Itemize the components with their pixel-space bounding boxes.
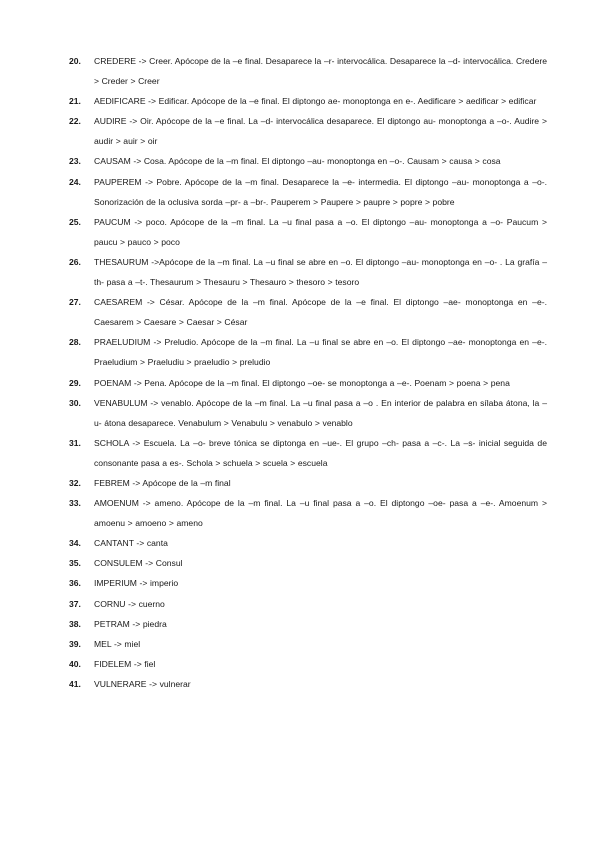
list-item [69,573,547,593]
item-number: 30. [69,397,81,408]
list-item [69,393,547,433]
item-number: 31. [69,437,81,448]
item-text: PAUCUM -> poco. Apócope de la –m final. La –u final pasa a –o. El diptongo –au- monoptonga a –o- Paucum > paucu > pauco > poco [94,216,547,247]
etymology-list [69,51,547,694]
list-item [69,533,547,553]
item-text: PAUPEREM -> Pobre. Apócope de la –m final. Desaparece la –e- intermedia. El diptongo –au- monoptonga a –o-. Sonorización de la oclusiva sorda –pr- a –br-. Pauperem > Paupere > paupre > popre > pobre [94,176,547,207]
item-number: 33. [69,498,81,509]
item-number: 24. [69,176,81,187]
list-item [69,332,547,372]
item-text: FIDELEM -> fiel [94,658,156,669]
list-item [69,654,547,674]
item-text: THESAURUM ->Apócope de la –m final. La –u final se abre en –o. El diptongo –au- monoptonga en –o- . La grafía –th- pasa a –t-. Thesaurum > Thesauru > Thesauro > thesoro > tesoro [94,256,547,288]
item-number: 25. [69,216,81,227]
list-item [69,51,547,91]
list-item [69,553,547,573]
item-number: 37. [69,598,81,609]
item-number: 23. [69,156,81,167]
item-number: 29. [69,377,81,388]
item-text: SCHOLA -> Escuela. La –o- breve tónica se diptonga en –ue-. El grupo –ch- pasa a –c-. La –s- inicial seguida de consonante pasa a es-. Schola > schuela > scuela > escuela [94,437,547,468]
item-text: CAESAREM -> César. Apócope de la –m final. Apócope de la –e final. El diptongo –ae- monoptonga en –e-. Caesarem > Caesare > Caesar > César [94,297,547,328]
list-item [69,172,547,212]
item-text: IMPERIUM -> imperio [94,578,179,589]
list-item [69,151,547,171]
item-number: 22. [69,116,81,127]
list-item [69,252,547,292]
list-item [69,493,547,533]
item-text: AMOENUM -> ameno. Apócope de la –m final. La –u final pasa a –o. El diptongo –oe- pasa a –e-. Amoenum > amoenu > amoeno > ameno [94,498,547,529]
item-text: AUDIRE -> Oir. Apócope de la –e final. La –d- intervocálica desaparece. El diptongo au- monoptonga a –o-. Audire > audir > auir > oir [94,116,547,147]
list-item [69,292,547,332]
item-text: MEL -> miel [94,638,141,649]
item-number: 38. [69,618,81,629]
list-item [69,373,547,393]
item-text: POENAM -> Pena. Apócope de la –m final. El diptongo –oe- se monoptonga a –e-. Poenam > poena > pena [94,377,510,388]
list-item [69,91,547,111]
item-number: 27. [69,297,81,308]
item-text: PETRAM -> piedra [94,618,167,629]
list-item [69,212,547,252]
list-item [69,594,547,614]
item-text: CANTANT -> canta [94,538,168,549]
list-item [69,111,547,151]
item-text: CORNU -> cuerno [94,598,165,609]
list-item [69,634,547,654]
item-text: VENABULUM -> venablo. Apócope de la –m final. La –u final pasa a –o . En interior de palabra en sílaba átona, la –u- átona desaparece. Venabulum > Venabulu > venabulo > venablo [94,397,547,428]
item-text: VULNERARE -> vulnerar [94,678,191,689]
item-number: 20. [69,56,81,66]
item-number: 35. [69,558,81,569]
item-number: 32. [69,477,81,488]
item-number: 28. [69,337,81,348]
list-item [69,614,547,634]
item-number: 41. [69,678,81,689]
item-number: 34. [69,538,81,549]
item-number: 36. [69,578,81,589]
list-item [69,433,547,473]
list-item [69,674,547,694]
item-text: CAUSAM -> Cosa. Apócope de la –m final. El diptongo –au- monoptonga en –o-. Causam > causa > cosa [94,156,501,167]
item-text: FEBREM -> Apócope de la –m final [94,477,231,488]
item-number: 39. [69,638,81,649]
item-text: AEDIFICARE -> Edificar. Apócope de la –e final. El diptongo ae- monoptonga en e-. Aedificare > aedificar > edificar [94,96,537,107]
item-number: 40. [69,658,81,669]
item-number: 21. [69,96,81,107]
item-number: 26. [69,256,81,267]
item-text: PRAELUDIUM -> Preludio. Apócope de la –m final. La –u final se abre en –o. El diptongo –ae- monoptonga en –e-. Praeludium > Praeludiu > praeludio > preludio [94,337,547,368]
item-text: CONSULEM -> Consul [94,558,183,569]
item-text: CREDERE -> Creer. Apócope de la –e final. Desaparece la –r- intervocálica. Desaparece la –d- intervocálica. Credere > Creder > Creer [94,56,547,87]
list-item [69,473,547,493]
